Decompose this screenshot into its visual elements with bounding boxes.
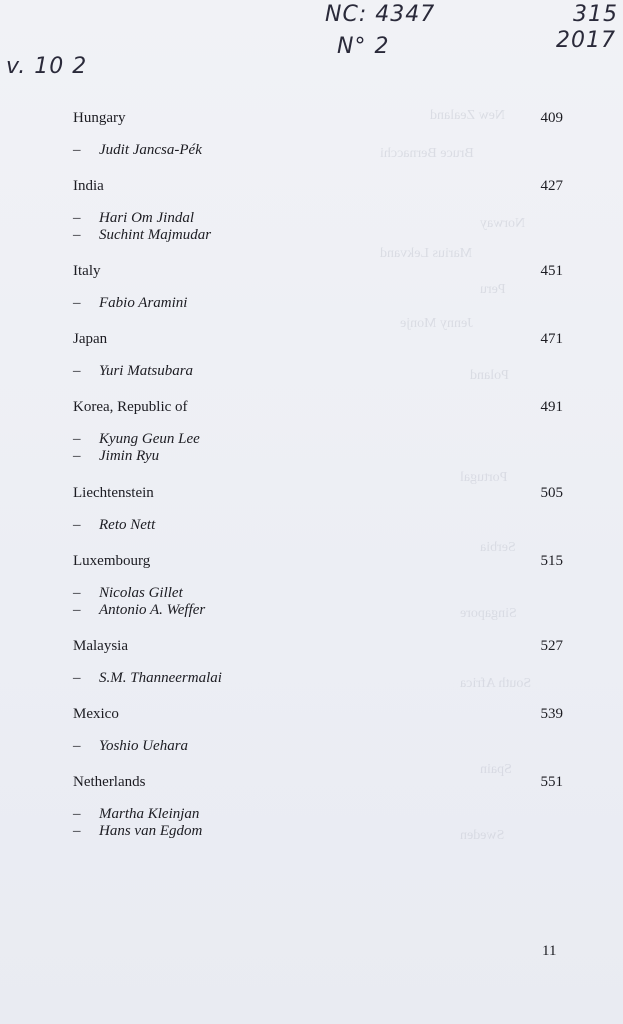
country-name: Hungary (73, 110, 126, 126)
page-number: 409 (540, 110, 563, 126)
country-name: Malaysia (73, 638, 128, 654)
index-entry (73, 772, 563, 840)
bleed-through-text: Spain (480, 762, 512, 777)
page-number: 539 (540, 706, 563, 722)
country-name: Japan (73, 331, 108, 347)
author-name: – Martha Kleinjan (73, 806, 200, 822)
country-name: Netherlands (73, 774, 146, 790)
folio-page-number: 11 (542, 943, 557, 959)
country-row (73, 329, 563, 349)
country-name: India (73, 178, 104, 194)
author-name: – Antonio A. Weffer (73, 602, 206, 618)
author-list (73, 670, 563, 687)
author-list (73, 806, 563, 840)
author-name: – Nicolas Gillet (73, 585, 183, 601)
country-row (73, 704, 563, 724)
page-number: 505 (540, 485, 563, 501)
country-name: Korea, Republic of (73, 399, 188, 415)
author-name: – Fabio Aramini (73, 295, 188, 311)
author-list (73, 363, 563, 380)
author-name: – Hans van Egdom (73, 823, 203, 839)
handwritten-note: N° 2 (337, 34, 390, 59)
page-number: 491 (540, 399, 563, 415)
bleed-through-text: New Zealand (430, 108, 506, 123)
index-entry (73, 397, 563, 465)
index-entry (73, 636, 563, 687)
bleed-through-text: Peru (480, 282, 506, 297)
country-row (73, 176, 563, 196)
bleed-through-text: Jenny Monje (400, 316, 473, 331)
index-entry (73, 551, 563, 619)
bleed-through-text: Marius Lekvand (380, 246, 473, 261)
author-name: – Reto Nett (73, 517, 156, 533)
handwritten-note: 2017 (556, 28, 616, 53)
author-list (73, 517, 563, 534)
bleed-through-text: Serbia (480, 540, 516, 555)
country-row (73, 483, 563, 503)
page-number: 451 (540, 263, 563, 279)
country-name: Luxembourg (73, 553, 151, 569)
author-name: – Hari Om Jindal (73, 210, 194, 226)
index-entry (73, 176, 563, 244)
author-name: – Judit Jancsa-Pék (73, 142, 202, 158)
bleed-through-text: Poland (470, 368, 509, 383)
author-name: – Suchint Majmudar (73, 227, 212, 243)
country-row (73, 397, 563, 417)
page-number: 551 (540, 774, 563, 790)
page-number: 471 (540, 331, 563, 347)
author-list (73, 585, 563, 619)
country-row (73, 261, 563, 281)
author-name: – Yoshio Uehara (73, 738, 189, 754)
index-entry (73, 261, 563, 312)
author-name: – Yuri Matsubara (73, 363, 194, 379)
country-row (73, 551, 563, 571)
author-list (73, 210, 563, 244)
author-name: – Jimin Ryu (73, 448, 160, 464)
index-entry (73, 329, 563, 380)
handwritten-note: v. 10 2 (6, 54, 88, 79)
bleed-through-text: South Africa (460, 676, 532, 691)
page-number: 515 (540, 553, 563, 569)
author-list (73, 142, 563, 159)
handwritten-note: 315 (573, 2, 618, 27)
bleed-through-text: Portugal (460, 470, 508, 485)
country-row (73, 772, 563, 792)
country-name: Liechtenstein (73, 485, 154, 501)
index-entry (73, 108, 563, 159)
country-row (73, 636, 563, 656)
page-number: 527 (540, 638, 563, 654)
page-number: 427 (540, 178, 563, 194)
country-row (73, 108, 563, 128)
index-entry (73, 704, 563, 755)
bleed-through-text: Sweden (460, 828, 505, 843)
handwritten-note: NC: 4347 (325, 2, 436, 27)
bleed-through-text: Bruce Bernacchi (380, 146, 474, 161)
bleed-through-text: Singapore (460, 606, 517, 621)
bleed-through-text: Norway (480, 216, 526, 231)
author-name: – Kyung Geun Lee (73, 431, 200, 447)
country-name: Mexico (73, 706, 119, 722)
country-name: Italy (73, 263, 101, 279)
author-list (73, 431, 563, 465)
index-entry (73, 483, 563, 534)
author-list (73, 738, 563, 755)
author-name: – S.M. Thanneermalai (73, 670, 222, 686)
author-list (73, 295, 563, 312)
